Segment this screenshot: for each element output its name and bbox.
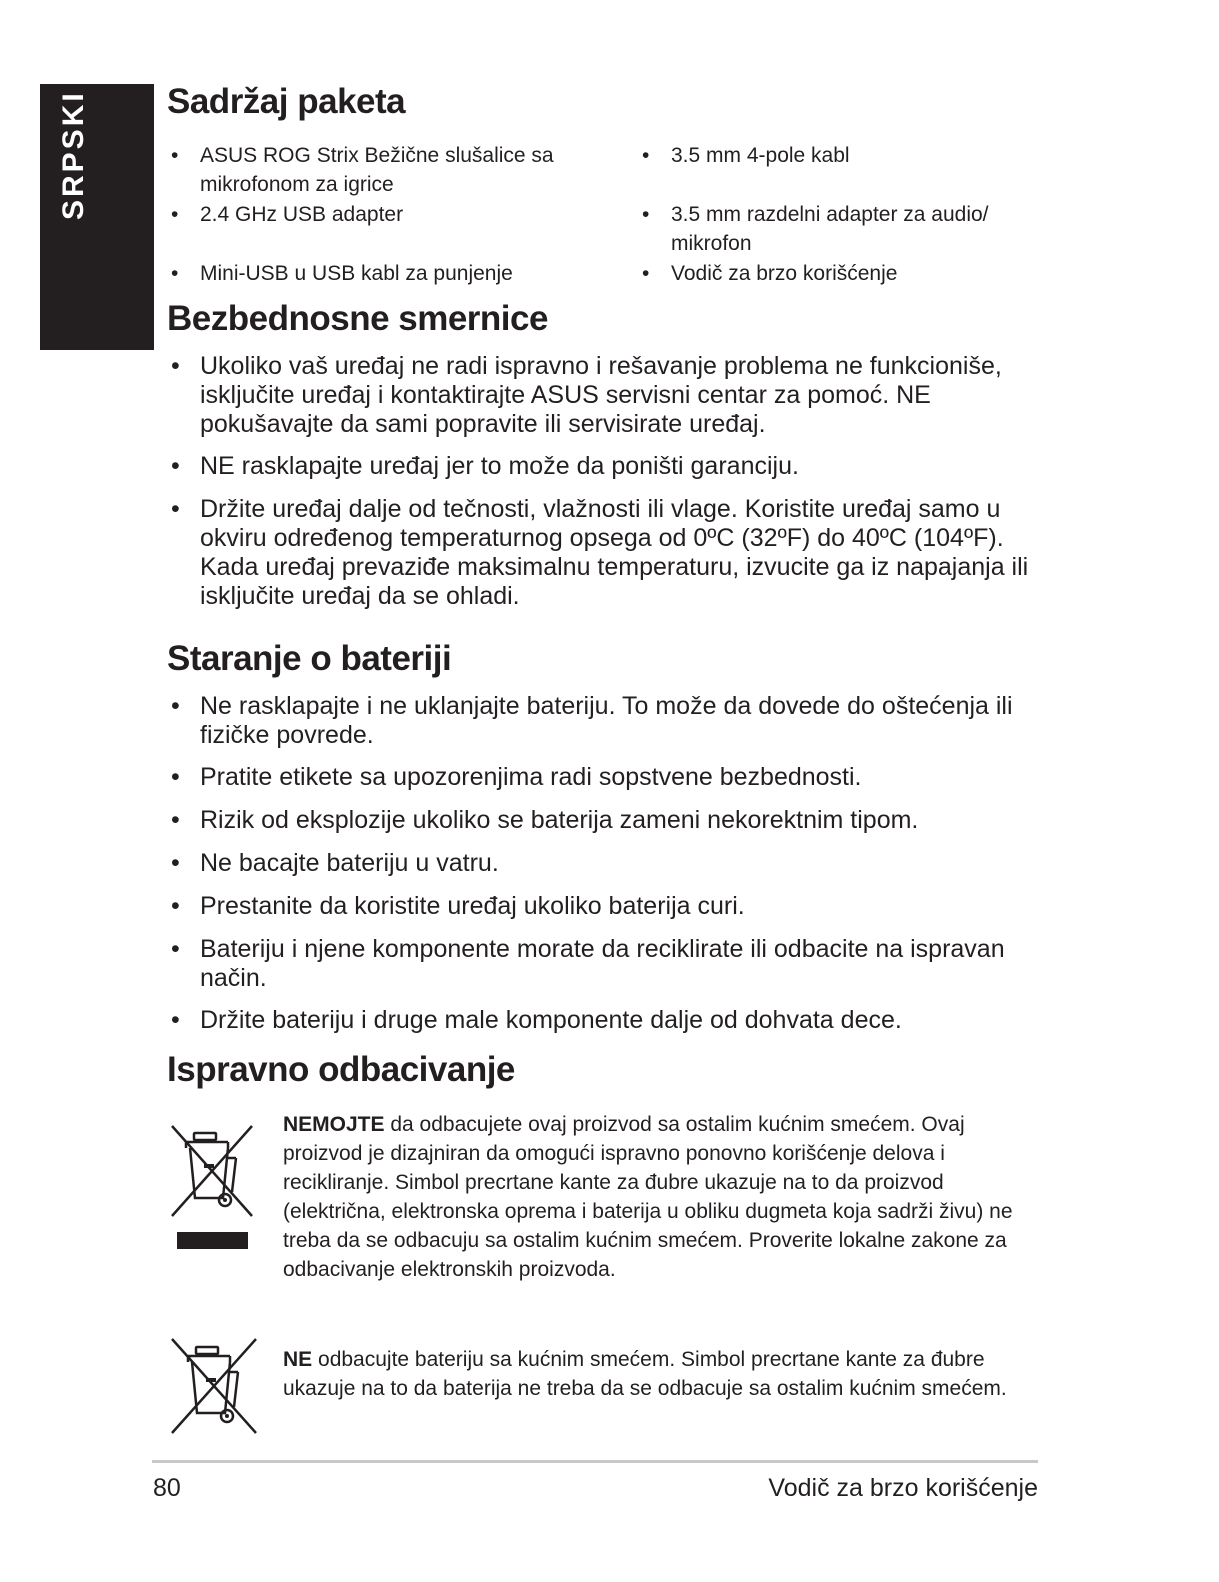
package-item [638,141,1038,170]
battery-item [167,935,1047,993]
bullet: • [171,452,180,480]
package-item [638,200,1038,258]
package-item-text: 2.4 GHz USB adapter [200,203,404,226]
footer-divider [152,1460,1038,1463]
bullet: • [642,262,650,285]
package-item-text: 3.5 mm razdelni adapter za audio/ mikrofon [671,203,989,255]
battery-item [167,763,1047,792]
package-item [638,259,1038,288]
bullet: • [171,892,180,920]
bullet: • [171,806,180,834]
battery-item-text: Ne rasklapajte i ne uklanjajte bateriju. To može da dovede do oštećenja ili fizičke povrede. [200,692,1013,749]
battery-item-text: Ne bacajte bateriju u vatru. [200,849,499,877]
page-number: 80 [153,1474,181,1502]
package-item-text: ASUS ROG Strix Bežične slušalice sa mikrofonom za igrice [200,144,554,196]
bullet: • [171,495,180,523]
battery-item-text: Prestanite da koristite uređaj ukoliko baterija curi. [200,892,745,920]
bullet: • [171,144,179,167]
disposal-heading: Ispravno odbacivanje [167,1050,515,1089]
safety-item-text: NE rasklapajte uređaj jer to može da poništi garanciju. [200,452,799,480]
disposal-paragraph-battery [283,1345,1033,1403]
package-item-text: 3.5 mm 4-pole kabl [671,144,850,167]
footer-guide-title: Vodič za brzo korišćenje [768,1474,1038,1502]
package-item [167,259,567,288]
battery-item-text: Pratite etikete sa upozorenjima radi sopstvene bezbednosti. [200,763,862,791]
battery-care-heading: Staranje o bateriji [167,639,452,678]
battery-item-text: Rizik od eksplozije ukoliko se baterija zameni nekorektnim tipom. [200,806,919,834]
battery-item [167,892,1047,921]
bullet: • [171,262,179,285]
battery-item [167,692,1047,750]
bullet: • [171,763,180,791]
battery-item-text: Bateriju i njene komponente morate da reciklirate ili odbacite na ispravan način. [200,935,1005,992]
battery-warning-bold: NE [283,1348,313,1371]
bullet: • [171,935,180,963]
language-tab-label: SRPSKI [57,90,90,220]
package-item [167,200,567,229]
bullet: • [171,352,180,380]
bullet: • [642,144,650,167]
battery-item [167,1006,1047,1035]
safety-item [167,495,1047,611]
crossed-out-bin-icon [170,1337,260,1437]
battery-item [167,806,1047,835]
package-item [167,141,567,199]
safety-item [167,352,1047,439]
battery-weee-bin-icon [170,1337,260,1442]
weee-bin-icon-with-bar [170,1124,260,1259]
safety-heading: Bezbednosne smernice [167,299,548,338]
bullet: • [171,692,180,720]
disposal-paragraph-text: da odbacujete ovaj proizvod sa ostalim kućnim smećem. Ovaj proizvod je dizajniran da omogući ispravno ponovno korišćenje delova i recikliranje. Simbol precrtane kante za đubre ukazuje na to da proizvod (električna, elektronska oprema i baterija u obliku dugmeta koja sadrži živu) ne treba da se odbacuju sa ostalim kućnim smećem. Proverite lokalne zakone za odbacivanje elektronskih proizvoda. [283,1113,1013,1281]
safety-item [167,452,1047,481]
disposal-warning-bold: NEMOJTE [283,1113,385,1136]
safety-item-text: Držite uređaj dalje od tečnosti, vlažnosti ili vlage. Koristite uređaj samo u okviru određenog temperaturnog opsega od 0ºC (32ºF) do 40ºC (104ºF). Kada uređaj prevaziđe maksimalnu temperaturu, izvucite ga iz napajanja ili isključite uređaj da se ohladi. [200,495,1029,610]
bullet: • [171,1006,180,1034]
package-contents-heading: Sadržaj paketa [167,82,406,121]
safety-item-text: Ukoliko vaš uređaj ne radi ispravno i rešavanje problema ne funkcioniše, isključite uređaj i kontaktirajte ASUS servisni centar za pomoć. NE pokušavajte da sami popravite ili servisirate uređaj. [200,352,1002,438]
battery-item [167,849,1047,878]
bullet: • [642,203,650,226]
bullet: • [171,849,180,877]
package-item-text: Mini-USB u USB kabl za punjenje [200,262,513,285]
battery-item-text: Držite bateriju i druge male komponente dalje od dohvata dece. [200,1006,902,1034]
package-item-text: Vodič za brzo korišćenje [671,262,898,285]
disposal-paragraph-product [283,1110,1033,1284]
crossed-out-bin-icon [170,1124,260,1254]
bullet: • [171,203,179,226]
battery-disposal-text: odbacujte bateriju sa kućnim smećem. Simbol precrtane kante za đubre ukazuje na to da baterija ne treba da se odbacuje sa ostalim kućnim smećem. [283,1348,1007,1400]
